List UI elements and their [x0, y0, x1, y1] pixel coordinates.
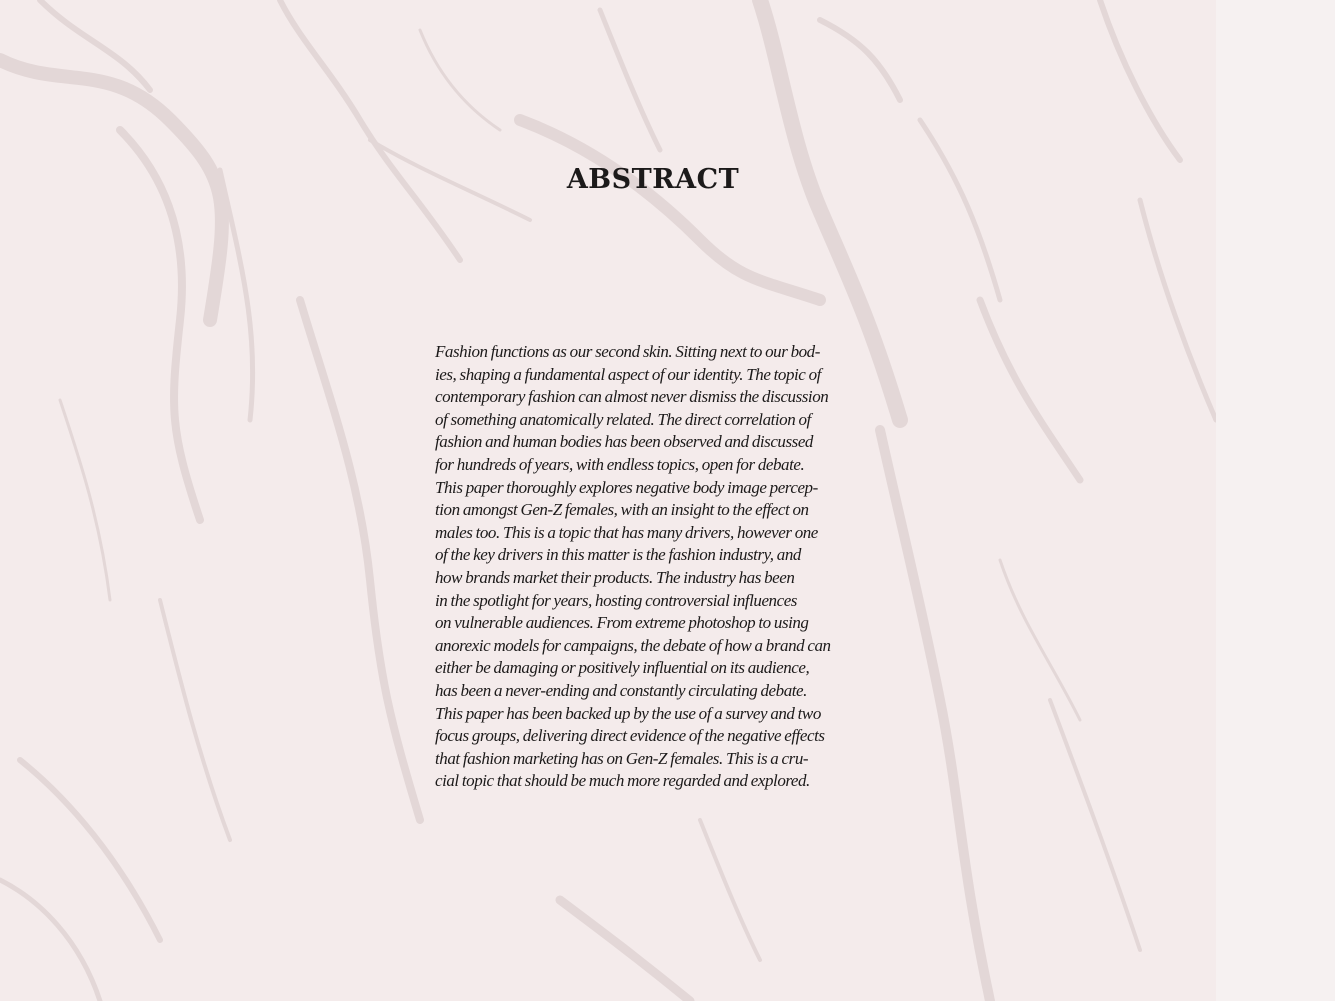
- abstract-line: that fashion marketing has on Gen-Z females. This is a cru-: [435, 748, 809, 768]
- abstract-line: tion amongst Gen-Z females, with an insight to the effect on: [435, 500, 809, 520]
- abstract-line: how brands market their products. The industry has been: [435, 567, 795, 587]
- abstract-line: This paper thoroughly explores negative body image percep-: [435, 477, 818, 497]
- abstract-line: focus groups, delivering direct evidence of the negative effects: [435, 726, 825, 746]
- abstract-line: fashion and human bodies has been observed and discussed: [435, 432, 813, 452]
- page-margin-strip: [1216, 0, 1335, 1001]
- abstract-line: This paper has been backed up by the use of a survey and two: [435, 703, 821, 723]
- abstract-line: of something anatomically related. The direct correlation of: [435, 409, 811, 429]
- abstract-line: in the spotlight for years, hosting controversial influences: [435, 590, 797, 610]
- abstract-line: for hundreds of years, with endless topics, open for debate.: [435, 454, 805, 474]
- abstract-line: ies, shaping a fundamental aspect of our identity. The topic of: [435, 364, 821, 384]
- abstract-line: males too. This is a topic that has many drivers, however one: [435, 522, 818, 542]
- abstract-line: contemporary fashion can almost never dismiss the discussion: [435, 387, 829, 407]
- abstract-line: cial topic that should be much more regarded and explored.: [435, 771, 810, 791]
- abstract-body: [435, 341, 856, 793]
- abstract-line: on vulnerable audiences. From extreme photoshop to using: [435, 613, 809, 633]
- abstract-line: of the key drivers in this matter is the fashion industry, and: [435, 545, 801, 565]
- abstract-line: anorexic models for campaigns, the debate of how a brand can: [435, 635, 831, 655]
- abstract-line: has been a never-ending and constantly circulating debate.: [435, 680, 807, 700]
- abstract-title: ABSTRACT: [566, 164, 740, 195]
- abstract-line: either be damaging or positively influential on its audience,: [435, 658, 810, 678]
- abstract-line: Fashion functions as our second skin. Sitting next to our bod-: [435, 342, 820, 361]
